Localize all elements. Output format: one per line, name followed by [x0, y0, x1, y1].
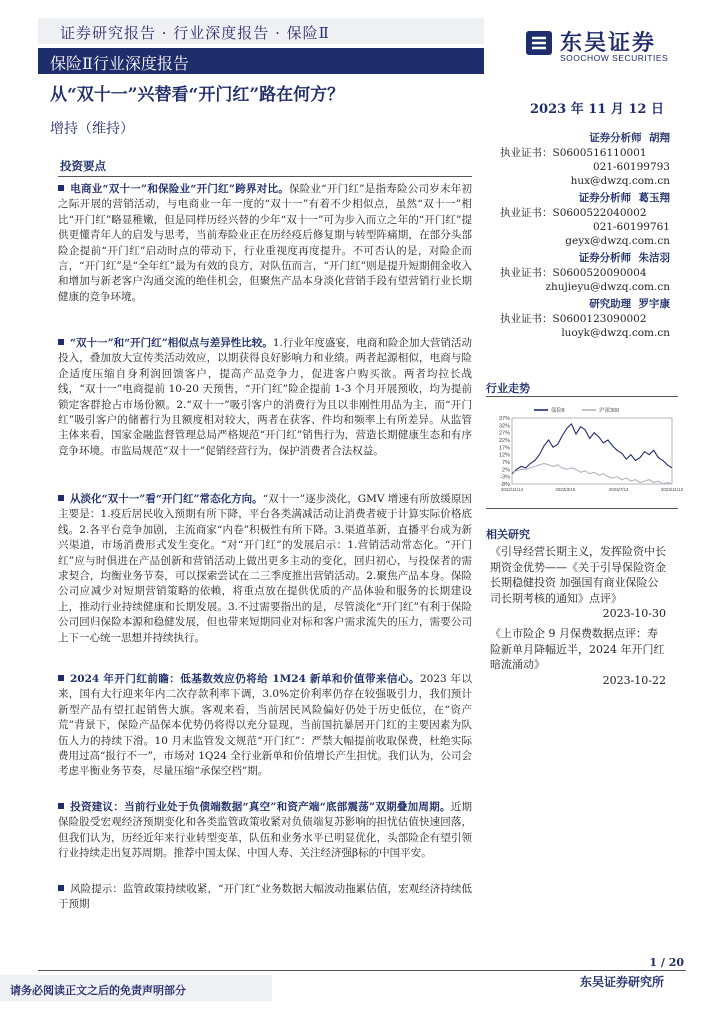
- trend-title: 行业走势: [486, 382, 530, 395]
- y-tick-label: 2%: [502, 467, 510, 474]
- series-line-1: [512, 464, 672, 485]
- analyst-phone: 021-60199761: [592, 221, 670, 233]
- point-body: 近期保险股受宏观经济预期变化和各类监管政策收紧对负债端复苏影响的担忧估值快速回落，但我们认为，历经近年来行业转型变革，队伍和业务水平已明显优化，头部险企有望引领行业持续走出复苏周期。推荐中国太保、中国人寿、关注经济强β标的中国平安。: [58, 801, 472, 860]
- logo-mark-icon: [524, 28, 554, 58]
- analyst-name: 证券分析师 朱洁羽: [578, 252, 670, 264]
- analyst-email: luoyk@dwzq.com.cn: [561, 327, 670, 339]
- analyst-email: hux@dwzq.com.cn: [570, 175, 670, 187]
- x-tick-label: 2022/11/14: [500, 487, 524, 492]
- x-tick-label: 2023/11/12: [660, 487, 684, 492]
- divider: [58, 176, 472, 177]
- point-body: 风险提示：监管政策持续收紧，“开门红”业务数据大幅波动拖累估值，宏观经济持续低于预期: [58, 883, 472, 911]
- y-tick-label: 27%: [498, 430, 510, 437]
- bullet-icon: [58, 339, 64, 345]
- analyst-cert: 执业证书：S0600522040002: [500, 207, 647, 219]
- bullet-icon: [58, 495, 64, 501]
- logo-text-en: SOOCHOW SECURITIES: [560, 53, 669, 63]
- report-date: 2023 年 11 月 12 日: [530, 102, 664, 117]
- point-3: [58, 492, 472, 646]
- analyst-email: geyx@dwzq.com.cn: [565, 235, 670, 247]
- x-tick-label: 2023/3/15: [555, 487, 576, 492]
- bullet-icon: [58, 675, 64, 681]
- point-body: “双十一”逐步淡化，GMV 增速有所放缓原因主要是：1.疫后居民收入预期有所下降，平台各类满减活动让消费者疲于计算实际价格底线。2.各平台竞争加剧，主流商家“内卷”积极性有所下降。3.渠道革新，直播平台成为新兴渠道，市场消费形式发生变化。“对“开门红”的发展启示：1.营销活动常态化。“开门红”应与时俱进在产品创新和营销活动上做出更多主动的变化，回归初心，与投保者的需求契合，均衡业务节奏，可以探索尝试在二三季度推出营销活动。2.聚焦产品本身。保险公司应减少对短期营销策略的依赖，将重点放在提供优质的产品体验和服务的长期建设上，推动行业持续健康和长期发展。3.不过需要指出的是，尽管淡化“开门红”有利于保险公司回归保险本源和稳健发展，但也带来短期同业对标和客户需求流失的压力，需要公司上下一心统一思想并持续执行。: [58, 493, 472, 644]
- related-title: 相关研究: [486, 528, 530, 541]
- point-heading: 投资建议：当前行业处于负债端数据“真空”和资产端“底部震荡”双期叠加周期。: [70, 801, 451, 813]
- point-body: 保险业“开门红”是指寿险公司岁末年初之际开展的营销活动，与电商业一年一度的“双十一”有着不少相似点，虽然“双十一”相比“开门红”略显稚嫩，但是同样历经兴替的少年“双十一”可为步入而立之年的“开门红”提供更懂青年人的启发与思考，当前寿险业正在历经疫后修复期与转型阵痛期，在部分头部险企提前“开门红”启动时点的带动下，行业重视度再度提升。不可否认的是，对险企而言，“开门红”是“全年红”最为有效的良方，对队伍而言，“开门红”则是提升短期佣金收入和增加与新老客户沟通交流的绝佳机会，但聚焦产品本身淡化营销手段有望营销行业长期健康的竞争环境。: [58, 183, 472, 303]
- page-number: 1 / 20: [649, 956, 684, 969]
- point-2: [58, 336, 472, 459]
- point-5: [58, 800, 472, 862]
- point-heading: 电商业“双十一”和保险业“开门红”跨界对比。: [70, 183, 289, 195]
- analyst-name: 研究助理 罗宇康: [589, 298, 670, 310]
- point-heading: 从淡化“双十一”看“开门红”常态化方向。: [70, 493, 263, 505]
- analyst-name: 证券分析师 胡翔: [589, 132, 670, 144]
- legend-label: 保险Ⅱ: [551, 408, 565, 414]
- disclaimer-note: 请务必阅读正文之后的免责声明部分: [10, 984, 186, 997]
- analyst-cert: 执业证书：S0600516110001: [500, 147, 647, 159]
- point-heading: “双十一”和“开门红”相似点与差异性比较。: [70, 337, 273, 349]
- analyst-cert: 执业证书：S0600123090002: [500, 313, 647, 325]
- y-tick-label: 7%: [502, 460, 510, 466]
- point-body: 2023 年以来，国有大行迎来年内二次存款利率下调，3.0%定价利率仍存在较强吸引力，我们预计新型产品有望扛起销售大旗。客观来看，当前居民风险偏好仍处于历史低位，在“资产荒”背景下，保险产品保本优势仍将得以充分显现，当前国抗暴居开门红的主要因素为队伍人力的持续下滑。10 月末监管发文规范“开门红”：严禁大幅提前收取保费，杜绝实际费用过高“报行不一”，市场对 1Q24 全行业新单和价值增长产生担忧。我们认为，公司会考虑平衡业务节奏，尽量压缩“承保空档”期。: [58, 673, 472, 778]
- point-4: [58, 672, 472, 780]
- report-title: 从“双十一”兴替看“开门红”路在何方？: [50, 85, 345, 105]
- chart-frame: [512, 418, 672, 484]
- related-item[interactable]: 《上市险企 9 月保费数据点评：寿险新单月降幅近半，2024 年开门红暗流涌动》: [490, 626, 665, 672]
- legend-label: 沪深300: [599, 408, 620, 414]
- logo-text-cn: 东吴证券: [560, 31, 657, 56]
- risk-note: [58, 882, 472, 913]
- y-tick-label: 32%: [498, 423, 510, 430]
- y-tick-label: 12%: [498, 452, 510, 459]
- company-logo: [524, 26, 714, 66]
- analyst-email: zhujieyu@dwzq.com.cn: [545, 281, 670, 293]
- divider: [486, 396, 678, 397]
- related-date: 2023-10-30: [602, 607, 666, 621]
- footer-institute: 东吴证券研究所: [579, 975, 664, 989]
- analyst-name: 证券分析师 葛玉翔: [578, 192, 670, 204]
- bullet-icon: [58, 185, 64, 191]
- footer-divider: [38, 970, 686, 971]
- point-heading: 2024 年开门红前瞻：低基数效应仍将给 1M24 新单和价值带来信心。: [70, 673, 420, 685]
- report-type: 保险Ⅱ行业深度报告: [50, 54, 189, 73]
- y-tick-label: 17%: [498, 445, 510, 452]
- point-body: 1.行业年度盛宴，电商和险企加大营销活动投入，叠加放大宣传类活动效应，以期获得良好影响力和业绩。两者起源相似，电商与险企适度压缩自身利润回馈客户，提高产品竞争力，促进客户购买欲。两者均拉长战线，“双十一”电商提前 10-20 天预售，“开门红”险企提前 1-3 个月开展预收，均为提前锁定客群抢占市场份额。2.“双十一”吸引客户的消费行为且以非刚性用品为主，而“开门红”吸引客户的储蓄行为且额度相对较大，两者在获客、件均和频率上有所差异。从监管主体来看，国家金融监督管理总局严格规范“开门红”销售行为，营造长期健康生态和有序竞争环境。市监局规范“双十一”促销经营行为，保护消费者合法权益。: [58, 337, 472, 457]
- bullet-icon: [58, 885, 64, 891]
- divider: [486, 508, 678, 509]
- analyst-panel: [500, 128, 670, 340]
- report-category: 证券研究报告 · 行业深度报告 · 保险Ⅱ: [60, 24, 330, 42]
- key-points-title: 投资要点: [60, 159, 106, 173]
- rating: 增持（维持）: [50, 121, 134, 137]
- y-tick-label: 22%: [498, 438, 510, 444]
- related-date: 2023-10-22: [602, 673, 666, 687]
- analyst-phone: 021-60199793: [592, 161, 670, 173]
- y-tick-label: -8%: [500, 482, 510, 488]
- point-1: [58, 182, 472, 305]
- related-item[interactable]: 《引导经营长期主义，发挥险资中长期资金优势——《关于引导保险资金长期稳健投资 加强国有商业保险公司长期考核的通知》点评》: [490, 545, 666, 605]
- analyst-cert: 执业证书：S0600520090004: [500, 267, 647, 279]
- y-tick-label: -3%: [500, 474, 510, 481]
- trend-chart: [486, 404, 684, 500]
- x-tick-label: 2023/7/14: [608, 487, 629, 492]
- y-tick-label: 37%: [498, 416, 510, 422]
- related-list: [490, 544, 666, 692]
- bullet-icon: [58, 803, 64, 809]
